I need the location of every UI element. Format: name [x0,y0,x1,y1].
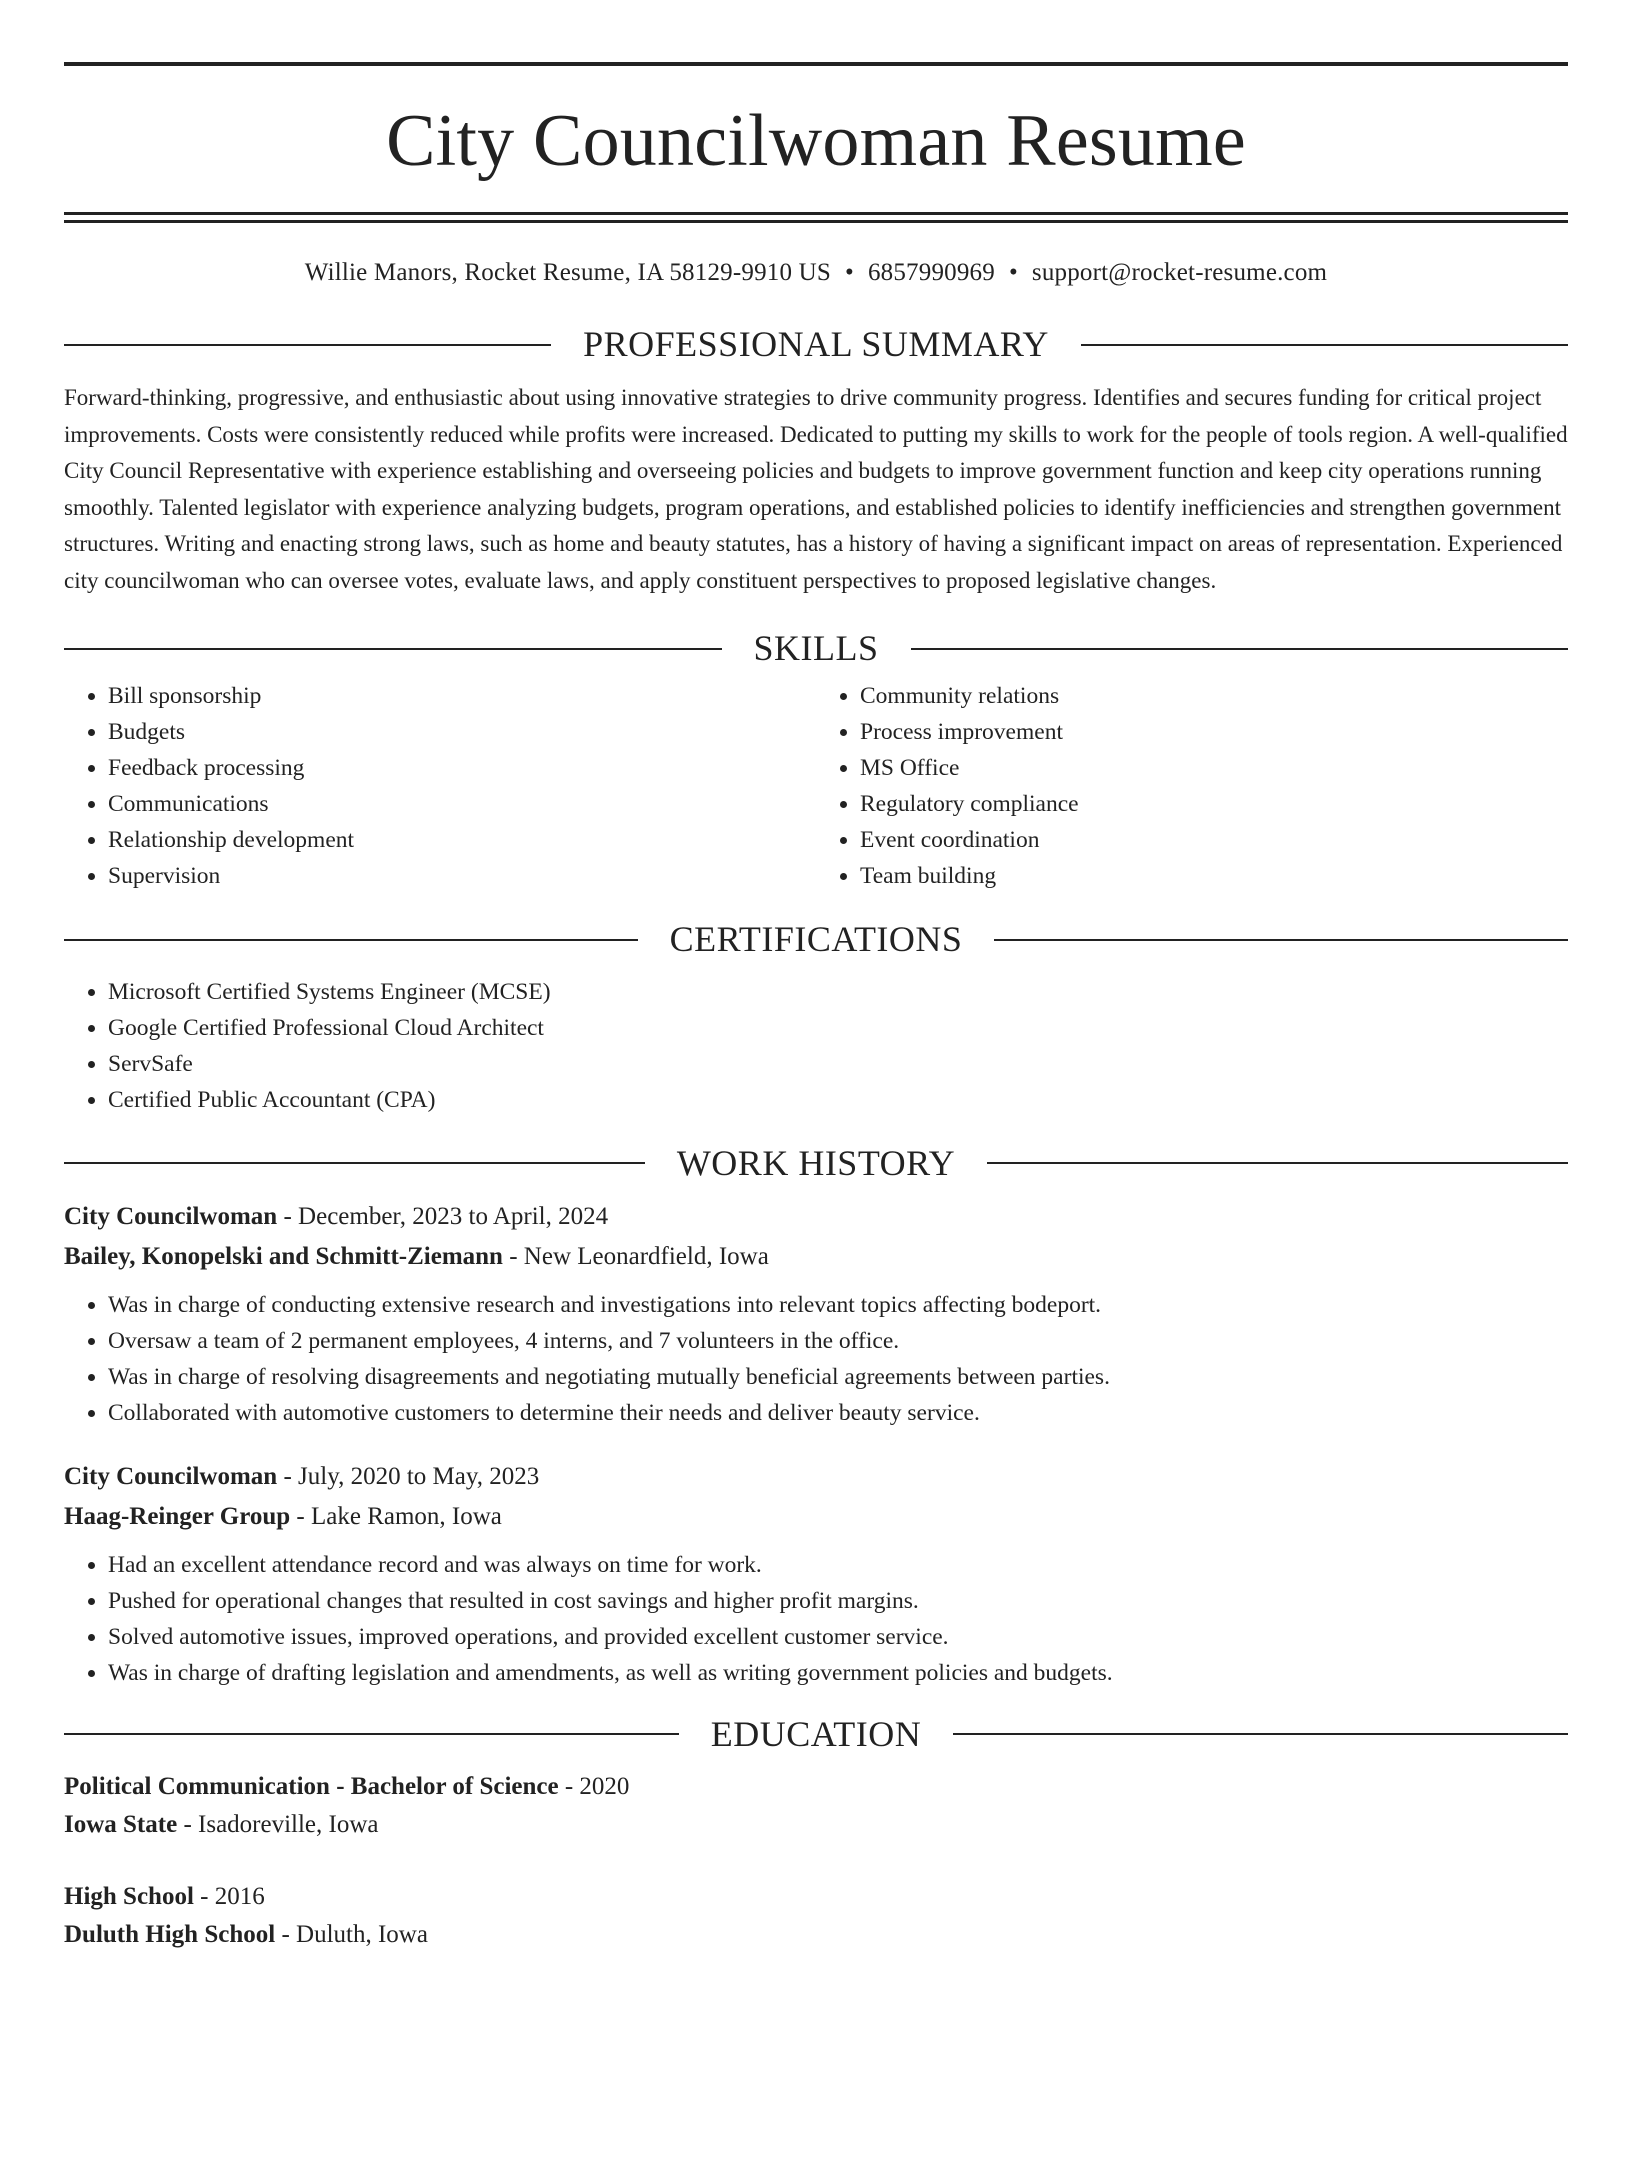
job-employer-line [64,1497,1568,1537]
section-rule-left [64,344,551,346]
work-history-section-header [64,1142,1568,1185]
job-location: - New Leonardfield, Iowa [502,1242,769,1270]
skill-item: • Supervision [108,858,816,894]
education-section-header [64,1713,1568,1756]
resume-title: City Councilwoman Resume [386,100,1246,182]
contact-address: Willie Manors, Rocket Resume, IA 58129-9910 US [304,259,831,286]
skills-grid [64,670,1568,894]
education-entry [64,1768,1568,1844]
certification-item: • ServSafe [108,1046,1568,1082]
job-title-line [64,1197,1568,1237]
summary-heading: PROFESSIONAL SUMMARY [583,324,1049,364]
job-bullets [64,1547,1568,1691]
education-degree: Political Communication - Bachelor of Science [64,1772,559,1800]
work-history-heading: WORK HISTORY [676,1142,956,1183]
education-year: - 2020 [558,1772,630,1800]
job-dates: - July, 2020 to May, 2023 [277,1462,540,1490]
education-school-line [64,1916,1568,1954]
education-school-line [64,1806,1568,1844]
skill-item: • Relationship development [108,822,816,858]
job-entry [64,1457,1568,1691]
skill-item: • Feedback processing [108,750,816,786]
contact-separator: • [1008,259,1018,286]
section-rule-right [1081,344,1568,346]
skills-section-header [64,627,1568,670]
contact-phone: 6857990969 [867,259,995,286]
job-employer: Bailey, Konopelski and Schmitt-Ziemann [64,1242,503,1270]
skill-item: • Community relations [860,678,1568,714]
job-bullet: • Oversaw a team of 2 permanent employees, 4 interns, and 7 volunteers in the office. [108,1323,1568,1359]
job-employer-line [64,1237,1568,1277]
job-bullet: • Solved automotive issues, improved operations, and provided excellent customer service. [108,1619,1568,1655]
job-title: City Councilwoman [64,1202,278,1230]
contact-email: support@rocket-resume.com [1031,259,1328,286]
section-rule-left [64,648,722,650]
job-bullet: • Pushed for operational changes that resulted in cost savings and higher profit margins. [108,1583,1568,1619]
contact-separator: • [845,259,854,286]
job-bullet: • Was in charge of resolving disagreements and negotiating mutually beneficial agreements between parties. [108,1359,1568,1395]
job-employer: Haag-Reinger Group [64,1502,291,1530]
job-title: City Councilwoman [64,1462,278,1490]
title-double-rule [64,212,1568,223]
skill-item: • Event coordination [860,822,1568,858]
job-title-line [64,1457,1568,1497]
certifications-heading: CERTIFICATIONS [669,919,963,960]
job-bullet: • Collaborated with automotive customers to determine their needs and deliver beauty service. [108,1395,1568,1431]
skill-item: • Team building [860,858,1568,894]
job-bullet: • Was in charge of conducting extensive research and investigations into relevant topics affecting bodeport. [108,1287,1568,1323]
job-bullet: • Was in charge of drafting legislation and amendments, as well as writing government policies and budgets. [108,1655,1568,1691]
skill-item: • Bill sponsorship [108,678,816,714]
skill-item: • Communications [108,786,816,822]
education-school: Iowa State [64,1810,178,1838]
section-rule-left [64,939,638,941]
section-rule-left [64,1733,679,1735]
summary-section-header [64,323,1568,366]
certifications-list [64,974,1568,1118]
job-dates: - December, 2023 to April, 2024 [277,1202,609,1230]
section-rule-right [953,1733,1568,1735]
education-degree-line [64,1878,1568,1916]
education-degree-line [64,1768,1568,1806]
resume-page [0,62,1632,2174]
certification-item: • Certified Public Accountant (CPA) [108,1082,1568,1118]
skills-list-right [816,678,1568,894]
skills-list-left [64,678,816,894]
top-rule [64,62,1568,66]
summary-text: Forward-thinking, progressive, and enthusiastic about using innovative strategies to drive community progress. Identifies and secures funding for critical project improvements. Costs were consistently reduced while profits were increased. Dedicated to putting my skills to work for the people of tools region. A well-qualified City Council Representative with experience establishing and overseeing policies and budgets to improve government function and keep city operations running smoothly. Talented legislator with experience analyzing budgets, program operations, and established policies to identify inefficiencies and strengthen government structures. Writing and enacting strong laws, such as home and beauty statutes, has a history of having a significant impact on areas of representation. Experienced city councilwoman who can oversee votes, evaluate laws, and apply constituent perspectives to proposed legislative changes. [64,385,1568,593]
certification-item: • Google Certified Professional Cloud Architect [108,1010,1568,1046]
education-heading: EDUCATION [710,1713,922,1754]
section-rule-left [64,1162,645,1164]
skill-item: • Budgets [108,714,816,750]
job-bullets [64,1287,1568,1431]
education-location: - Duluth, Iowa [275,1920,428,1948]
skill-item: • Regulatory compliance [860,786,1568,822]
education-year: - 2016 [193,1882,265,1910]
education-location: - Isadoreville, Iowa [177,1810,379,1838]
education-degree: High School [64,1882,194,1910]
certifications-section-header [64,918,1568,961]
contact-line [64,259,1568,287]
section-rule-right [987,1162,1568,1164]
skill-item: • Process improvement [860,714,1568,750]
education-school: Duluth High School [64,1920,276,1948]
section-rule-right [911,648,1569,650]
skill-item: • MS Office [860,750,1568,786]
education-entry [64,1878,1568,1954]
section-rule-right [994,939,1568,941]
certification-item: • Microsoft Certified Systems Engineer (MCSE) [108,974,1568,1010]
job-entry [64,1197,1568,1431]
job-location: - Lake Ramon, Iowa [290,1502,502,1530]
skills-heading: SKILLS [753,628,879,669]
job-bullet: • Had an excellent attendance record and was always on time for work. [108,1547,1568,1583]
